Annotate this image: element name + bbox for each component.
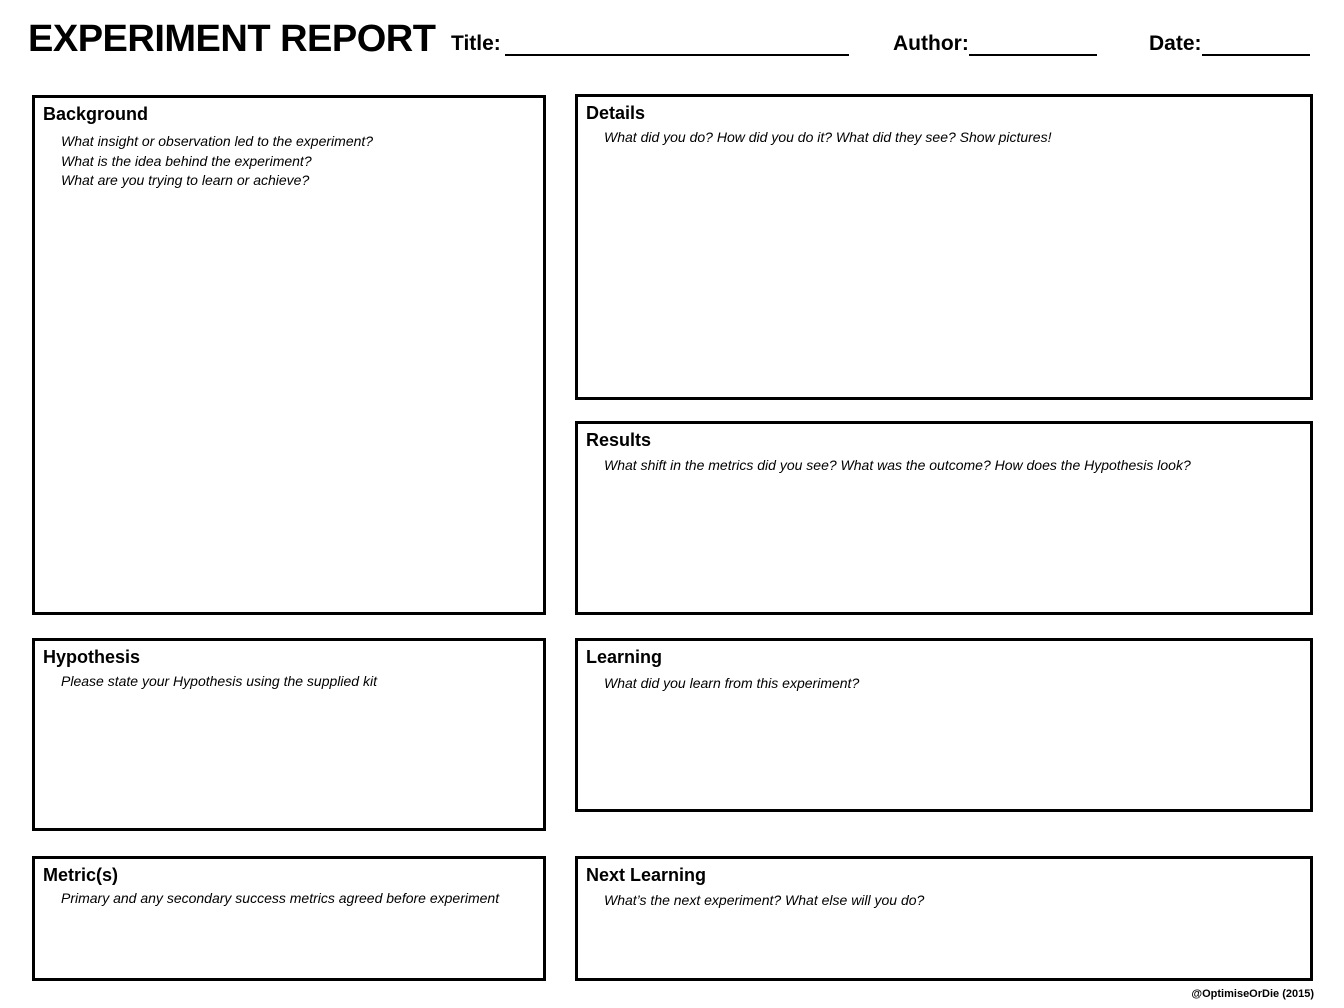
hypothesis-prompt-1: Please state your Hypothesis using the supplied kit [61,673,377,689]
next-learning-section[interactable] [575,856,1313,981]
metrics-title: Metric(s) [43,865,119,885]
details-section[interactable] [575,94,1313,400]
learning-prompts [604,674,859,694]
hypothesis-prompts [61,672,377,692]
title-input-line[interactable] [505,32,849,56]
author-field[interactable] [893,28,1097,56]
learning-title: Learning [586,647,663,667]
hypothesis-section[interactable] [32,638,546,831]
title-field[interactable] [451,28,849,56]
results-title: Results [586,430,652,450]
next-learning-title: Next Learning [586,865,707,885]
background-section[interactable] [32,95,546,615]
page-title: EXPERIMENT REPORT [28,18,436,60]
next-learning-prompts [604,891,924,911]
details-prompts [604,128,1051,148]
background-prompt-3: What are you trying to learn or achieve? [61,172,310,188]
date-label: Date: [1149,32,1202,55]
results-prompt-1: What shift in the metrics did you see? What was the outcome? How does the Hypothesis look? [604,457,1191,473]
metrics-section[interactable] [32,856,546,981]
next-learning-prompt-1: What’s the next experiment? What else will you do? [604,892,925,908]
background-prompt-2: What is the idea behind the experiment? [61,152,312,169]
learning-section[interactable] [575,638,1313,812]
results-prompts [604,456,1191,476]
date-input-line[interactable] [1202,32,1310,56]
credit-footer: @OptimiseOrDie (2015) [1191,988,1314,1000]
background-prompts [61,132,373,191]
hypothesis-title: Hypothesis [43,647,141,667]
title-label: Title: [451,32,501,55]
date-field[interactable] [1149,28,1310,56]
author-input-line[interactable] [969,32,1097,56]
background-title: Background [43,104,149,124]
details-title: Details [586,103,646,123]
results-section[interactable] [575,421,1313,615]
metrics-prompt-1: Primary and any secondary success metrics agreed before experiment [61,890,500,906]
details-prompt-1: What did you do? How did you do it? What did they see? Show pictures! [604,129,1052,145]
learning-prompt-1: What did you learn from this experiment? [604,675,860,691]
background-prompt-1: What insight or observation led to the experiment? [61,133,374,149]
metrics-prompts [61,889,499,909]
author-label: Author: [893,32,969,55]
